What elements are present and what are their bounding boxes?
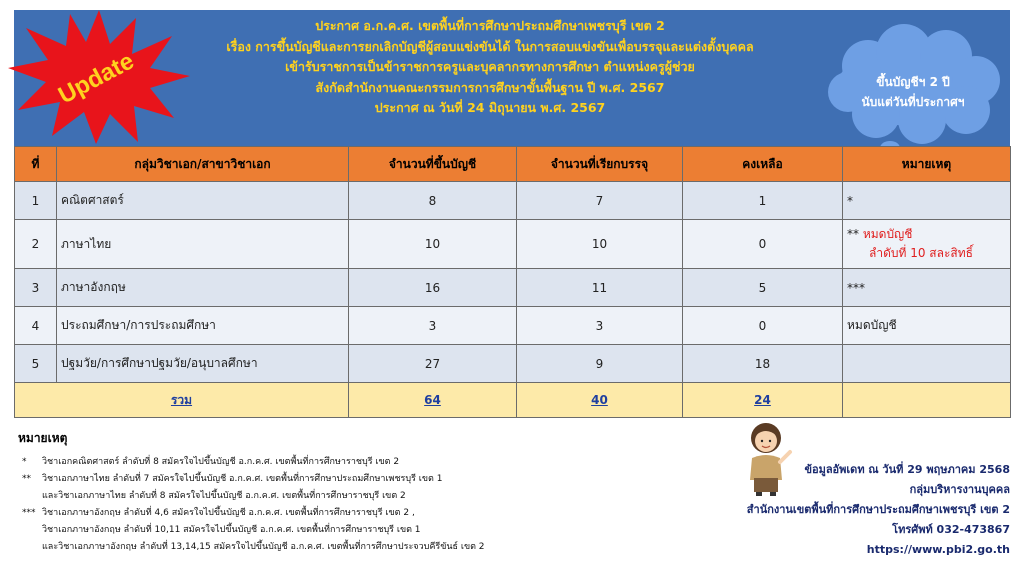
- footnote-text: วิชาเอกภาษาอังกฤษ ลำดับที่ 4,6 สมัครใจไปขึ้นบัญชี อ.ก.ค.ศ. เขตพื้นที่การศึกษาราชบุรี เขต 2 ,: [42, 508, 415, 518]
- row-called: 9: [517, 345, 683, 383]
- footnote-mark: *: [22, 457, 27, 467]
- row-subject: ปฐมวัย/การศึกษาปฐมวัย/อนุบาลศึกษา: [57, 345, 349, 383]
- row-subject: ประถมศึกษา/การประถมศึกษา: [57, 307, 349, 345]
- footnote-line: [18, 539, 678, 556]
- row-called: 7: [517, 182, 683, 220]
- total-remaining-link[interactable]: 24: [754, 393, 771, 407]
- table-row: [15, 182, 1011, 220]
- update-starburst-icon: [4, 6, 194, 146]
- row-called: 3: [517, 307, 683, 345]
- row-listed: 3: [349, 307, 517, 345]
- phone-number: โทรศัพท์ 032-473867: [892, 523, 1010, 536]
- cloud-line-1: ขึ้นบัญชีฯ 2 ปี: [876, 75, 950, 89]
- row-no: 5: [15, 345, 57, 383]
- title-line-5: ประกาศ ณ วันที่ 24 มิถุนายน พ.ศ. 2567: [374, 100, 606, 115]
- row-listed: 27: [349, 345, 517, 383]
- row-remaining: 5: [683, 269, 843, 307]
- title-line-3: เข้ารับราชการเป็นข้าราชการครูและบุคลากรทางการศึกษา ตำแหน่งครูผู้ช่วย: [285, 59, 695, 74]
- row-remaining: 0: [683, 220, 843, 269]
- title-line-1: ประกาศ อ.ก.ค.ศ. เขตพื้นที่การศึกษาประถมศึกษาเพชรบุรี เขต 2: [315, 18, 665, 33]
- total-label-cell: [15, 383, 349, 418]
- contact-info: [690, 460, 1010, 560]
- footnote-line: [18, 522, 678, 539]
- row-listed: 10: [349, 220, 517, 269]
- department-name: กลุ่มบริหารงานบุคคล: [909, 483, 1010, 496]
- row-called: 11: [517, 269, 683, 307]
- website-link[interactable]: https://www.pbi2.go.th: [866, 543, 1010, 556]
- total-remaining-cell: [683, 383, 843, 418]
- footnote-line: [18, 505, 678, 522]
- row-note: *: [843, 182, 1011, 220]
- row-subject: คณิตศาสตร์: [57, 182, 349, 220]
- footnote-line: [18, 454, 678, 471]
- footnote-text: และวิชาเอกภาษาไทย ลำดับที่ 8 สมัครใจไปขึ้นบัญชี อ.ก.ค.ศ. เขตพื้นที่การศึกษาราชบุรี เขต 2: [42, 491, 406, 501]
- table-row: [15, 220, 1011, 269]
- col-header-called: จำนวนที่เรียกบรรจุ: [517, 147, 683, 182]
- announcement-title: [150, 16, 830, 119]
- table-row: [15, 269, 1011, 307]
- row-note: ***: [843, 269, 1011, 307]
- note-exhausted: หมดบัญชี: [862, 227, 913, 241]
- row-remaining: 0: [683, 307, 843, 345]
- footnote-text: วิชาเอกคณิตศาสตร์ ลำดับที่ 8 สมัครใจไปขึ้นบัญชี อ.ก.ค.ศ. เขตพื้นที่การศึกษาราชบุรี เขต 2: [42, 457, 400, 467]
- row-listed: 16: [349, 269, 517, 307]
- note-detail: ลำดับที่ 10 สละสิทธิ์: [869, 246, 973, 260]
- row-called: 10: [517, 220, 683, 269]
- row-note: หมดบัญชี: [843, 307, 1011, 345]
- footnotes-title: หมายเหตุ: [18, 431, 68, 445]
- row-note: [843, 220, 1011, 269]
- update-badge-label: Update: [53, 47, 139, 110]
- table-header-row: [15, 147, 1011, 182]
- col-header-no: ที่: [15, 147, 57, 182]
- cloud-line-2: นับแต่วันที่ประกาศฯ: [861, 95, 965, 109]
- row-no: 1: [15, 182, 57, 220]
- row-no: 2: [15, 220, 57, 269]
- title-line-2: เรื่อง การขึ้นบัญชีและการยกเลิกบัญชีผู้สอบแข่งขันได้ ในการสอบแข่งขันเพื่อบรรจุและแต่งตั้งบุคคล: [226, 38, 754, 54]
- footnote-mark: **: [22, 474, 31, 484]
- total-listed-cell: [349, 383, 517, 418]
- row-no: 3: [15, 269, 57, 307]
- eligibility-list-table: [14, 146, 1011, 418]
- footnote-text: วิชาเอกภาษาไทย ลำดับที่ 7 สมัครใจไปขึ้นบัญชี อ.ก.ค.ศ. เขตพื้นที่การศึกษาประถมศึกษาเพชรบุรี เขต 1: [42, 474, 443, 484]
- total-note-cell: [843, 383, 1011, 418]
- title-line-4: สังกัดสำนักงานคณะกรรมการการศึกษาขั้นพื้นฐาน ปี พ.ศ. 2567: [315, 79, 665, 95]
- footnote-line: [18, 471, 678, 488]
- total-listed-link[interactable]: 64: [424, 393, 441, 407]
- table-row: [15, 307, 1011, 345]
- col-header-subject: กลุ่มวิชาเอก/สาขาวิชาเอก: [57, 147, 349, 182]
- footnote-text: วิชาเอกภาษาอังกฤษ ลำดับที่ 10,11 สมัครใจไปขึ้นบัญชี อ.ก.ค.ศ. เขตพื้นที่การศึกษาราชบุรี เขต 1: [42, 525, 421, 535]
- row-remaining: 18: [683, 345, 843, 383]
- row-no: 4: [15, 307, 57, 345]
- col-header-remaining: คงเหลือ: [683, 147, 843, 182]
- total-called-cell: [517, 383, 683, 418]
- update-date: ข้อมูลอัพเดท ณ วันที่ 29 พฤษภาคม 2568: [804, 463, 1010, 476]
- total-label-link[interactable]: รวม: [170, 392, 193, 407]
- col-header-listed: จำนวนที่ขึ้นบัญชี: [349, 147, 517, 182]
- row-note: [843, 345, 1011, 383]
- table-total-row: [15, 383, 1011, 418]
- row-subject: ภาษาไทย: [57, 220, 349, 269]
- note-mark: **: [847, 227, 863, 241]
- table-row: [15, 345, 1011, 383]
- total-called-link[interactable]: 40: [591, 393, 608, 407]
- office-name: สำนักงานเขตพื้นที่การศึกษาประถมศึกษาเพชรบุรี เขต 2: [746, 503, 1010, 516]
- footnote-line: [18, 488, 678, 505]
- row-subject: ภาษาอังกฤษ: [57, 269, 349, 307]
- cloud-callout-text: [838, 72, 988, 112]
- col-header-note: หมายเหตุ: [843, 147, 1011, 182]
- footnote-text: และวิชาเอกภาษาอังกฤษ ลำดับที่ 13,14,15 สมัครใจไปขึ้นบัญชี อ.ก.ค.ศ. เขตพื้นที่การศึกษาประจวบคีรีขันธ์ เขต 2: [42, 542, 485, 552]
- row-remaining: 1: [683, 182, 843, 220]
- row-listed: 8: [349, 182, 517, 220]
- footnote-mark: ***: [22, 508, 36, 518]
- footnotes: [18, 429, 678, 556]
